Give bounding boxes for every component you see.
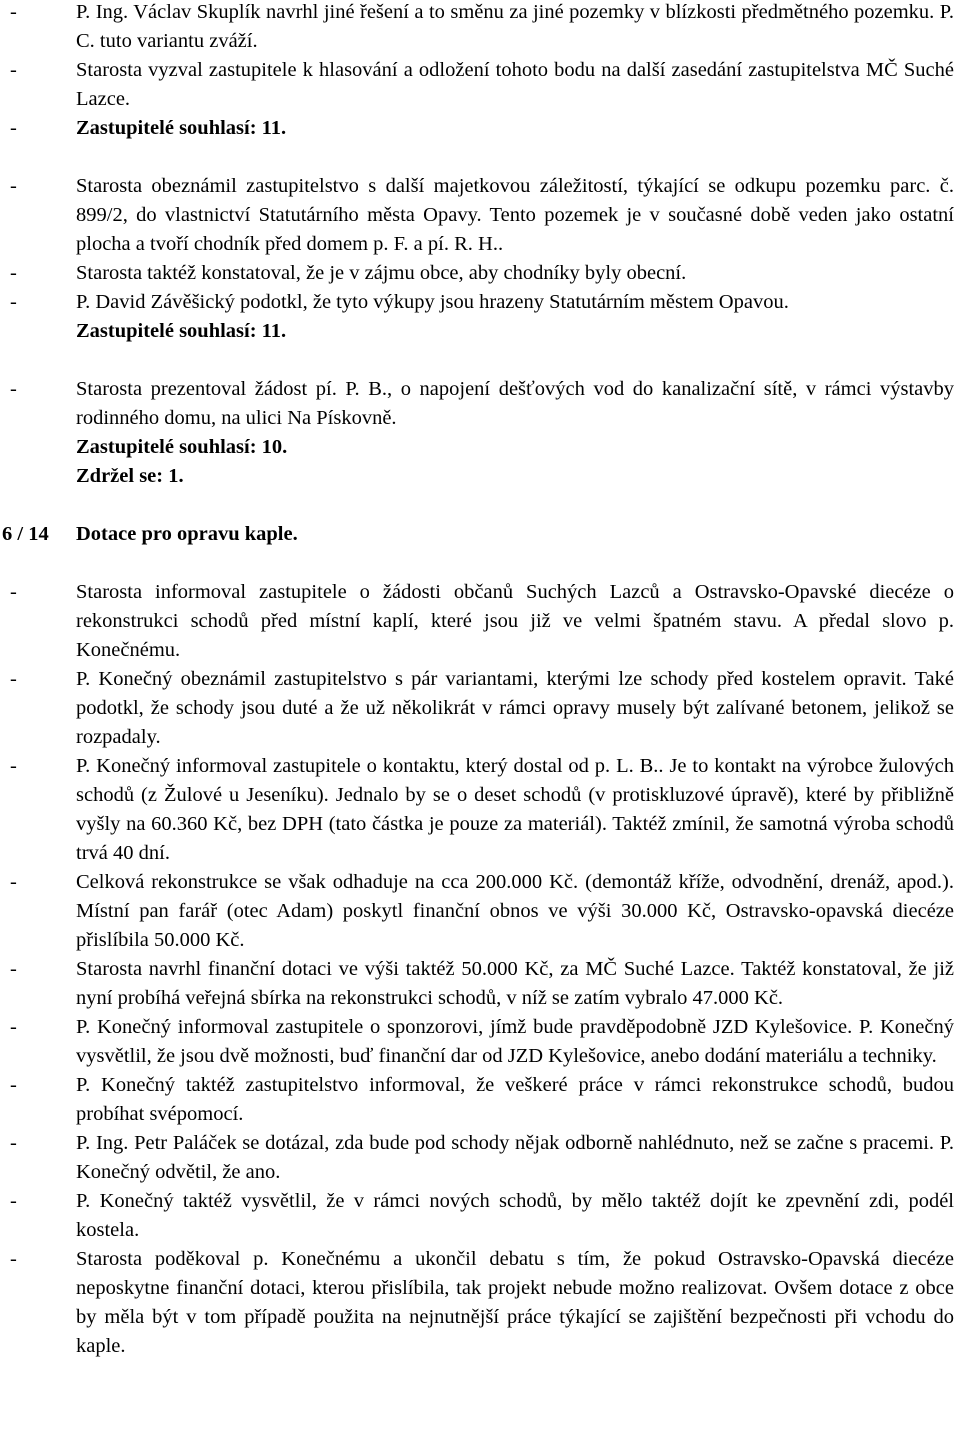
section-d xyxy=(0,578,960,1361)
list-item-text: Starosta taktéž konstatoval, že je v zájmu obce, aby chodníky byly obecní. xyxy=(76,262,687,284)
list-item-text: Starosta informoval zastupitele o žádosti občanů Suchých Lazců a Ostravsko-Opavské diecéze o rekonstrukci schodů před místní kaplí, které jsou již ve velmi špatném stavu. A předal slovo p. Konečnému. xyxy=(76,581,954,661)
list-item-text: P. Ing. Petr Paláček se dotázal, zda bude pod schody nějak odborně nahlédnuto, než se začne s pracemi. P. Konečný odvětil, že ano. xyxy=(76,1132,954,1183)
section-b xyxy=(0,172,960,346)
list-item-text: Celková rekonstrukce se však odhaduje na cca 200.000 Kč. (demontáž kříže, odvodnění, drenáž, apod.). Místní pan farář (otec Adam) poskytl finanční obnos ve výši 30.000 Kč, Ostravsko-opavská diecéze přislíbila 50.000 Kč. xyxy=(76,871,954,951)
list-item-text: P. Konečný informoval zastupitele o sponzorovi, jímž bude pravděpodobně JZD Kylešovice. P. Konečný vysvětlil, že jsou dvě možnosti, buď finanční dar od JZD Kylešovice, anebo dodání materiálu a techniky. xyxy=(76,1016,954,1067)
list-item-text: Starosta vyzval zastupitele k hlasování a odložení tohoto bodu na další zasedání zastupitelstva MČ Suché Lazce. xyxy=(76,59,954,110)
list-item xyxy=(0,288,960,317)
list-item xyxy=(0,259,960,288)
list-item xyxy=(0,578,960,665)
bullet-dash: - xyxy=(10,262,17,284)
section-c xyxy=(0,375,960,491)
bullet-dash: - xyxy=(10,1016,17,1038)
list-item xyxy=(0,868,960,955)
list-item xyxy=(0,0,960,56)
list-item-text: P. Konečný informoval zastupitele o kontaktu, který dostal od p. L. B.. Je to kontakt na výrobce žulových schodů (z Žulové u Jeseníku). Jednalo by se o deset schodů (v protiskluzové úpravě), které by přibližně vyšly na 60.360 Kč, bez DPH (tato částka je pouze za materiál). Taktéž zmínil, že samotná výroba schodů trvá 40 dní. xyxy=(76,755,954,864)
list-item xyxy=(0,1129,960,1187)
vote-result: Zastupitelé souhlasí: 10. xyxy=(76,436,288,458)
bullet-dash: - xyxy=(10,59,17,81)
list-item-text: P. Konečný obeznámil zastupitelstvo s pár variantami, kterými lze schody před kostelem opravit. Také podotkl, že schody jsou duté a že už několikrát v rámci opravy musely být zalívané betonem, jelikož se rozpadaly. xyxy=(76,668,954,748)
bullet-dash: - xyxy=(10,958,17,980)
list-item-text: Starosta prezentoval žádost pí. P. B., o napojení dešťových vod do kanalizační sítě, v rámci výstavby rodinného domu, na ulici Na Pískovně. xyxy=(76,378,954,429)
list-item xyxy=(0,1013,960,1071)
list-item-text: P. David Závěšický podotkl, že tyto výkupy jsou hrazeny Statutárním městem Opavou. xyxy=(76,291,789,313)
bullet-dash: - xyxy=(10,175,17,197)
bullet-dash: - xyxy=(10,378,17,400)
bullet-dash: - xyxy=(10,668,17,690)
bullet-dash: - xyxy=(10,1132,17,1154)
vote-result: Zastupitelé souhlasí: 11. xyxy=(76,320,287,342)
bullet-dash: - xyxy=(10,755,17,777)
list-item xyxy=(0,172,960,259)
abstain-result: Zdržel se: 1. xyxy=(76,465,184,487)
bullet-dash: - xyxy=(10,117,17,139)
bullet-dash: - xyxy=(10,1074,17,1096)
list-item xyxy=(0,114,960,143)
bullet-dash: - xyxy=(10,1248,17,1270)
section-a xyxy=(0,0,960,143)
list-item xyxy=(0,955,960,1013)
bullet-dash: - xyxy=(10,291,17,313)
list-item xyxy=(0,1245,960,1361)
list-item xyxy=(0,665,960,752)
vote-result: Zastupitelé souhlasí: 11. xyxy=(76,117,287,139)
list-item-text: Starosta obeznámil zastupitelstvo s další majetkovou záležitostí, týkající se odkupu pozemku parc. č. 899/2, do vlastnictví Statutárního města Opavy. Tento pozemek je v současné době veden jako ostatní plocha a tvoří chodník před domem p. F. a pí. R. H.. xyxy=(76,175,954,255)
bullet-dash: - xyxy=(10,1,17,23)
bullet-dash: - xyxy=(10,1190,17,1212)
list-item-text: P. Konečný taktéž zastupitelstvo informoval, že veškeré práce v rámci rekonstrukce schodů, budou probíhat svépomocí. xyxy=(76,1074,954,1125)
list-item xyxy=(0,375,960,433)
list-item-text: Starosta poděkoval p. Konečnému a ukončil debatu s tím, že pokud Ostravsko-Opavská diecéze neposkytne finanční dotaci, kterou přislíbila, tak projekt nebude možno realizovat. Ovšem dotace z obce by měla být v tom případě použita na nejnutnější práce týkající se zajištění bezpečnosti při vchodu do kaple. xyxy=(76,1248,954,1357)
agenda-number: 6 / 14 xyxy=(2,523,49,545)
list-item-text: P. Ing. Václav Skuplík navrhl jiné řešení a to směnu za jiné pozemky v blízkosti předmětného pozemku. P. C. tuto variantu zváží. xyxy=(76,1,954,52)
bullet-dash: - xyxy=(10,581,17,603)
list-item xyxy=(0,752,960,868)
agenda-title: Dotace pro opravu kaple. xyxy=(76,523,298,545)
bullet-dash: - xyxy=(10,871,17,893)
list-item-text: Starosta navrhl finanční dotaci ve výši taktéž 50.000 Kč, za MČ Suché Lazce. Taktéž konstatoval, že již nyní probíhá veřejná sbírka na rekonstrukci schodů, v níž se zatím vybralo 47.000 Kč. xyxy=(76,958,954,1009)
list-item xyxy=(0,56,960,114)
list-item xyxy=(0,1187,960,1245)
list-item xyxy=(0,1071,960,1129)
list-item-text: P. Konečný taktéž vysvětlil, že v rámci nových schodů, by mělo taktéž dojít ke zpevnění zdi, podél kostela. xyxy=(76,1190,954,1241)
agenda-heading xyxy=(0,520,960,549)
